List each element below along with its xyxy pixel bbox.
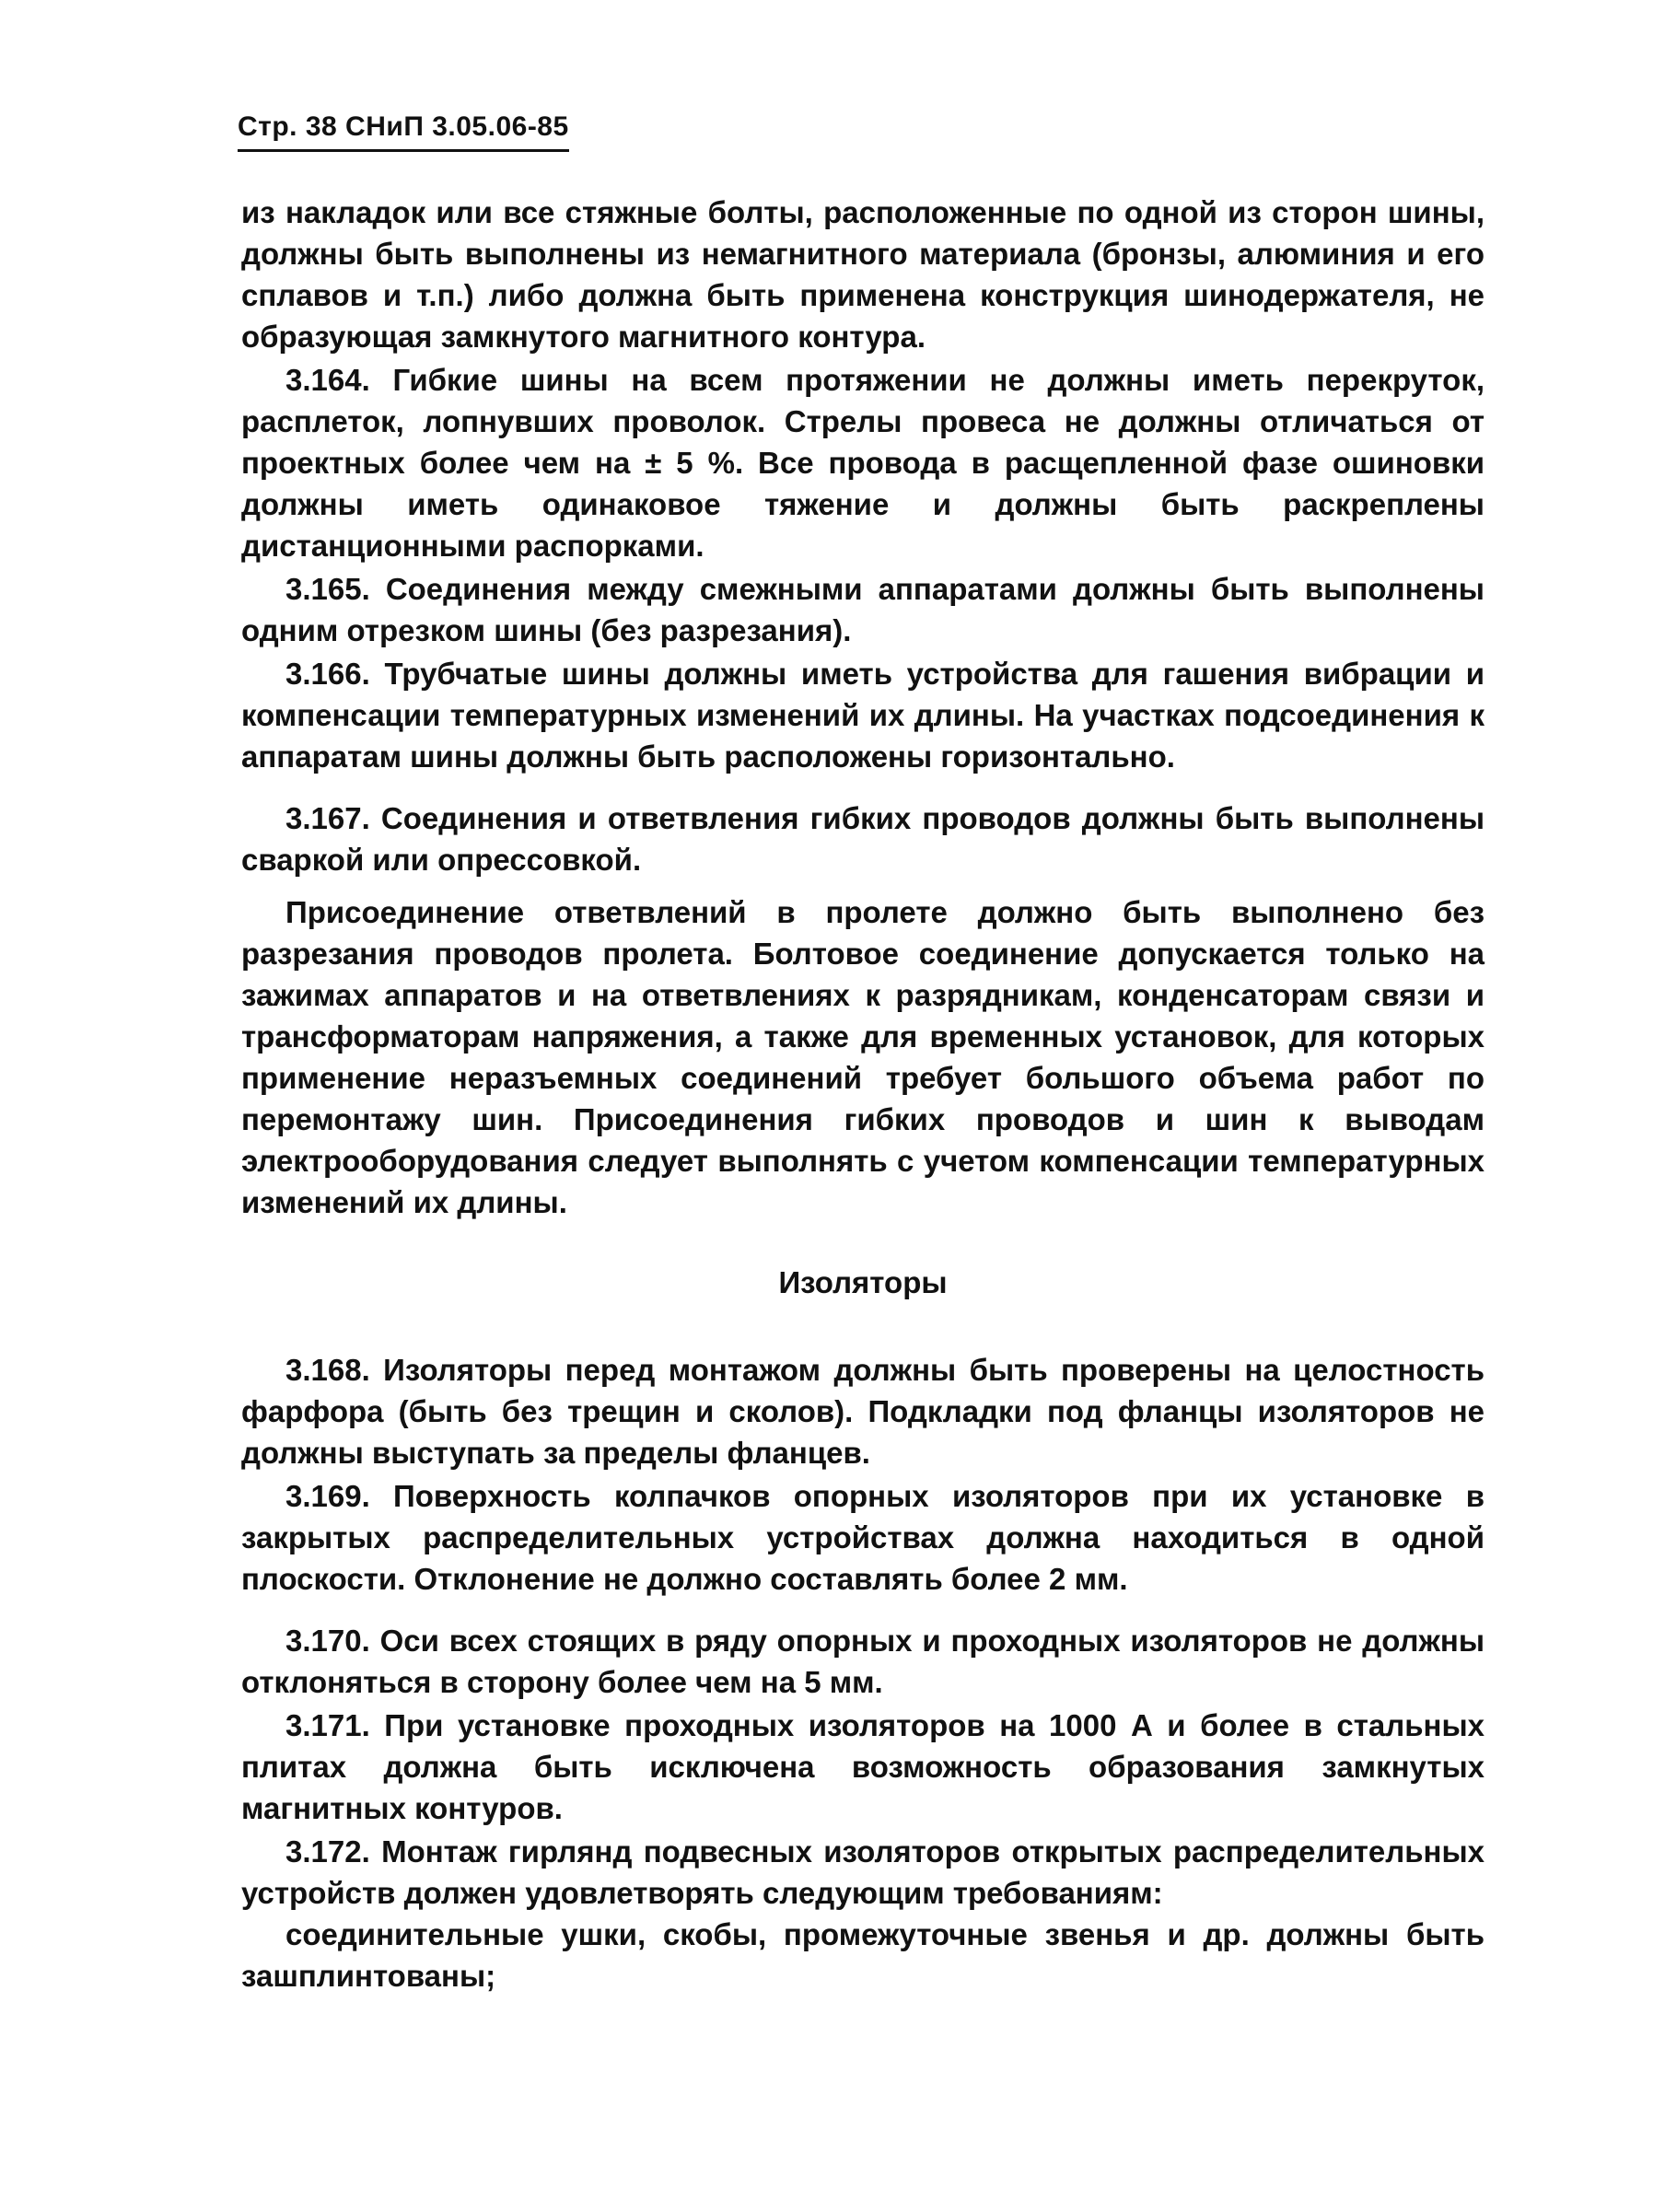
clause-number: 3.167. (285, 801, 370, 835)
clause-3-171 (241, 1705, 1485, 1829)
clause-text: Монтаж гирлянд подвесных изоляторов открытых распределительных устройств должен удовлетворять следующим требованиям: (241, 1834, 1485, 1910)
clause-text: Трубчатые шины должны иметь устройства для гашения вибрации и компенсации температурных изменений их длины. На участках подсоединения к аппаратам шины должны быть расположены горизонтально. (241, 657, 1485, 774)
clause-3-164 (241, 359, 1485, 566)
clause-3-169 (241, 1475, 1485, 1600)
clause-3-167 (241, 797, 1485, 880)
clause-text: При установке проходных изоляторов на 1000 А и более в стальных плитах должна быть исключена возможность образования замкнутых магнитных контуров. (241, 1708, 1485, 1825)
clause-number: 3.170. (285, 1624, 370, 1658)
clause-number: 3.172. (285, 1834, 370, 1869)
clause-number: 3.171. (285, 1708, 370, 1742)
paragraph-text: из накладок или все стяжные болты, расположенные по одной из сторон шины, должны быть выполнены из немагнитного материала (бронзы, алюминия и его сплавов и т.п.) либо должна быть применена конструкция шинодержателя, не образующая замкнутого магнитного контура. (241, 195, 1485, 354)
paragraph-branch-connection (241, 891, 1485, 1223)
clause-text: Оси всех стоящих в ряду опорных и проходных изоляторов не должны отклоняться в сторону более чем на 5 мм. (241, 1624, 1485, 1699)
clause-number: 3.168. (285, 1353, 370, 1387)
clause-3-168 (241, 1349, 1485, 1473)
paragraph-continuation (241, 192, 1485, 357)
clause-text: Соединения и ответвления гибких проводов должны быть выполнены сваркой или опрессовкой. (241, 801, 1485, 877)
clause-number: 3.164. (285, 363, 370, 397)
clause-3-165 (241, 568, 1485, 651)
clause-text: Поверхность колпачков опорных изоляторов при их установке в закрытых распределительных устройствах должна находиться в одной плоскости. Отклонение не должно составлять более 2 мм. (241, 1479, 1485, 1596)
paragraph-text: соединительные ушки, скобы, промежуточные звенья и др. должны быть зашплинтованы; (241, 1917, 1485, 1993)
clause-number: 3.165. (285, 572, 370, 606)
clause-3-170 (241, 1620, 1485, 1703)
clause-number: 3.169. (285, 1479, 370, 1513)
clause-text: Изоляторы перед монтажом должны быть проверены на целостность фарфора (быть без трещин и сколов). Подкладки под фланцы изоляторов не должны выступать за пределы фланцев. (241, 1353, 1485, 1470)
clause-text: Гибкие шины на всем протяжении не должны иметь перекруток, расплеток, лопнувших проволок. Стрелы провеса не должны отличаться от проектных более чем на ± 5 %. Все провода в расщепленной фазе ошиновки должны иметь одинаковое тяжение и должны быть раскреплены дистанционными распорками. (241, 363, 1485, 563)
list-item-requirement (241, 1914, 1485, 1997)
section-heading: Изоляторы (778, 1265, 948, 1299)
clause-3-172 (241, 1831, 1485, 1914)
page-header: Стр. 38 СНиП 3.05.06-85 (238, 109, 569, 152)
clause-3-166 (241, 653, 1485, 777)
clause-text: Соединения между смежными аппаратами должны быть выполнены одним отрезком шины (без разрезания). (241, 572, 1485, 647)
paragraph-text: Присоединение ответвлений в пролете должно быть выполнено без разрезания проводов пролета. Болтовое соединение допускается только на зажимах аппаратов и на ответвлениях к разрядникам, конденсаторам связи и трансформаторам напряжения, а также для временных установок, для которых применение неразъемных соединений требует большого объема работ по перемонтажу шин. Присоединения гибких проводов и шин к выводам электрооборудования следует выполнять с учетом компенсации температурных изменений их длины. (241, 895, 1485, 1219)
clause-number: 3.166. (285, 657, 370, 691)
document-body (241, 192, 1485, 1997)
